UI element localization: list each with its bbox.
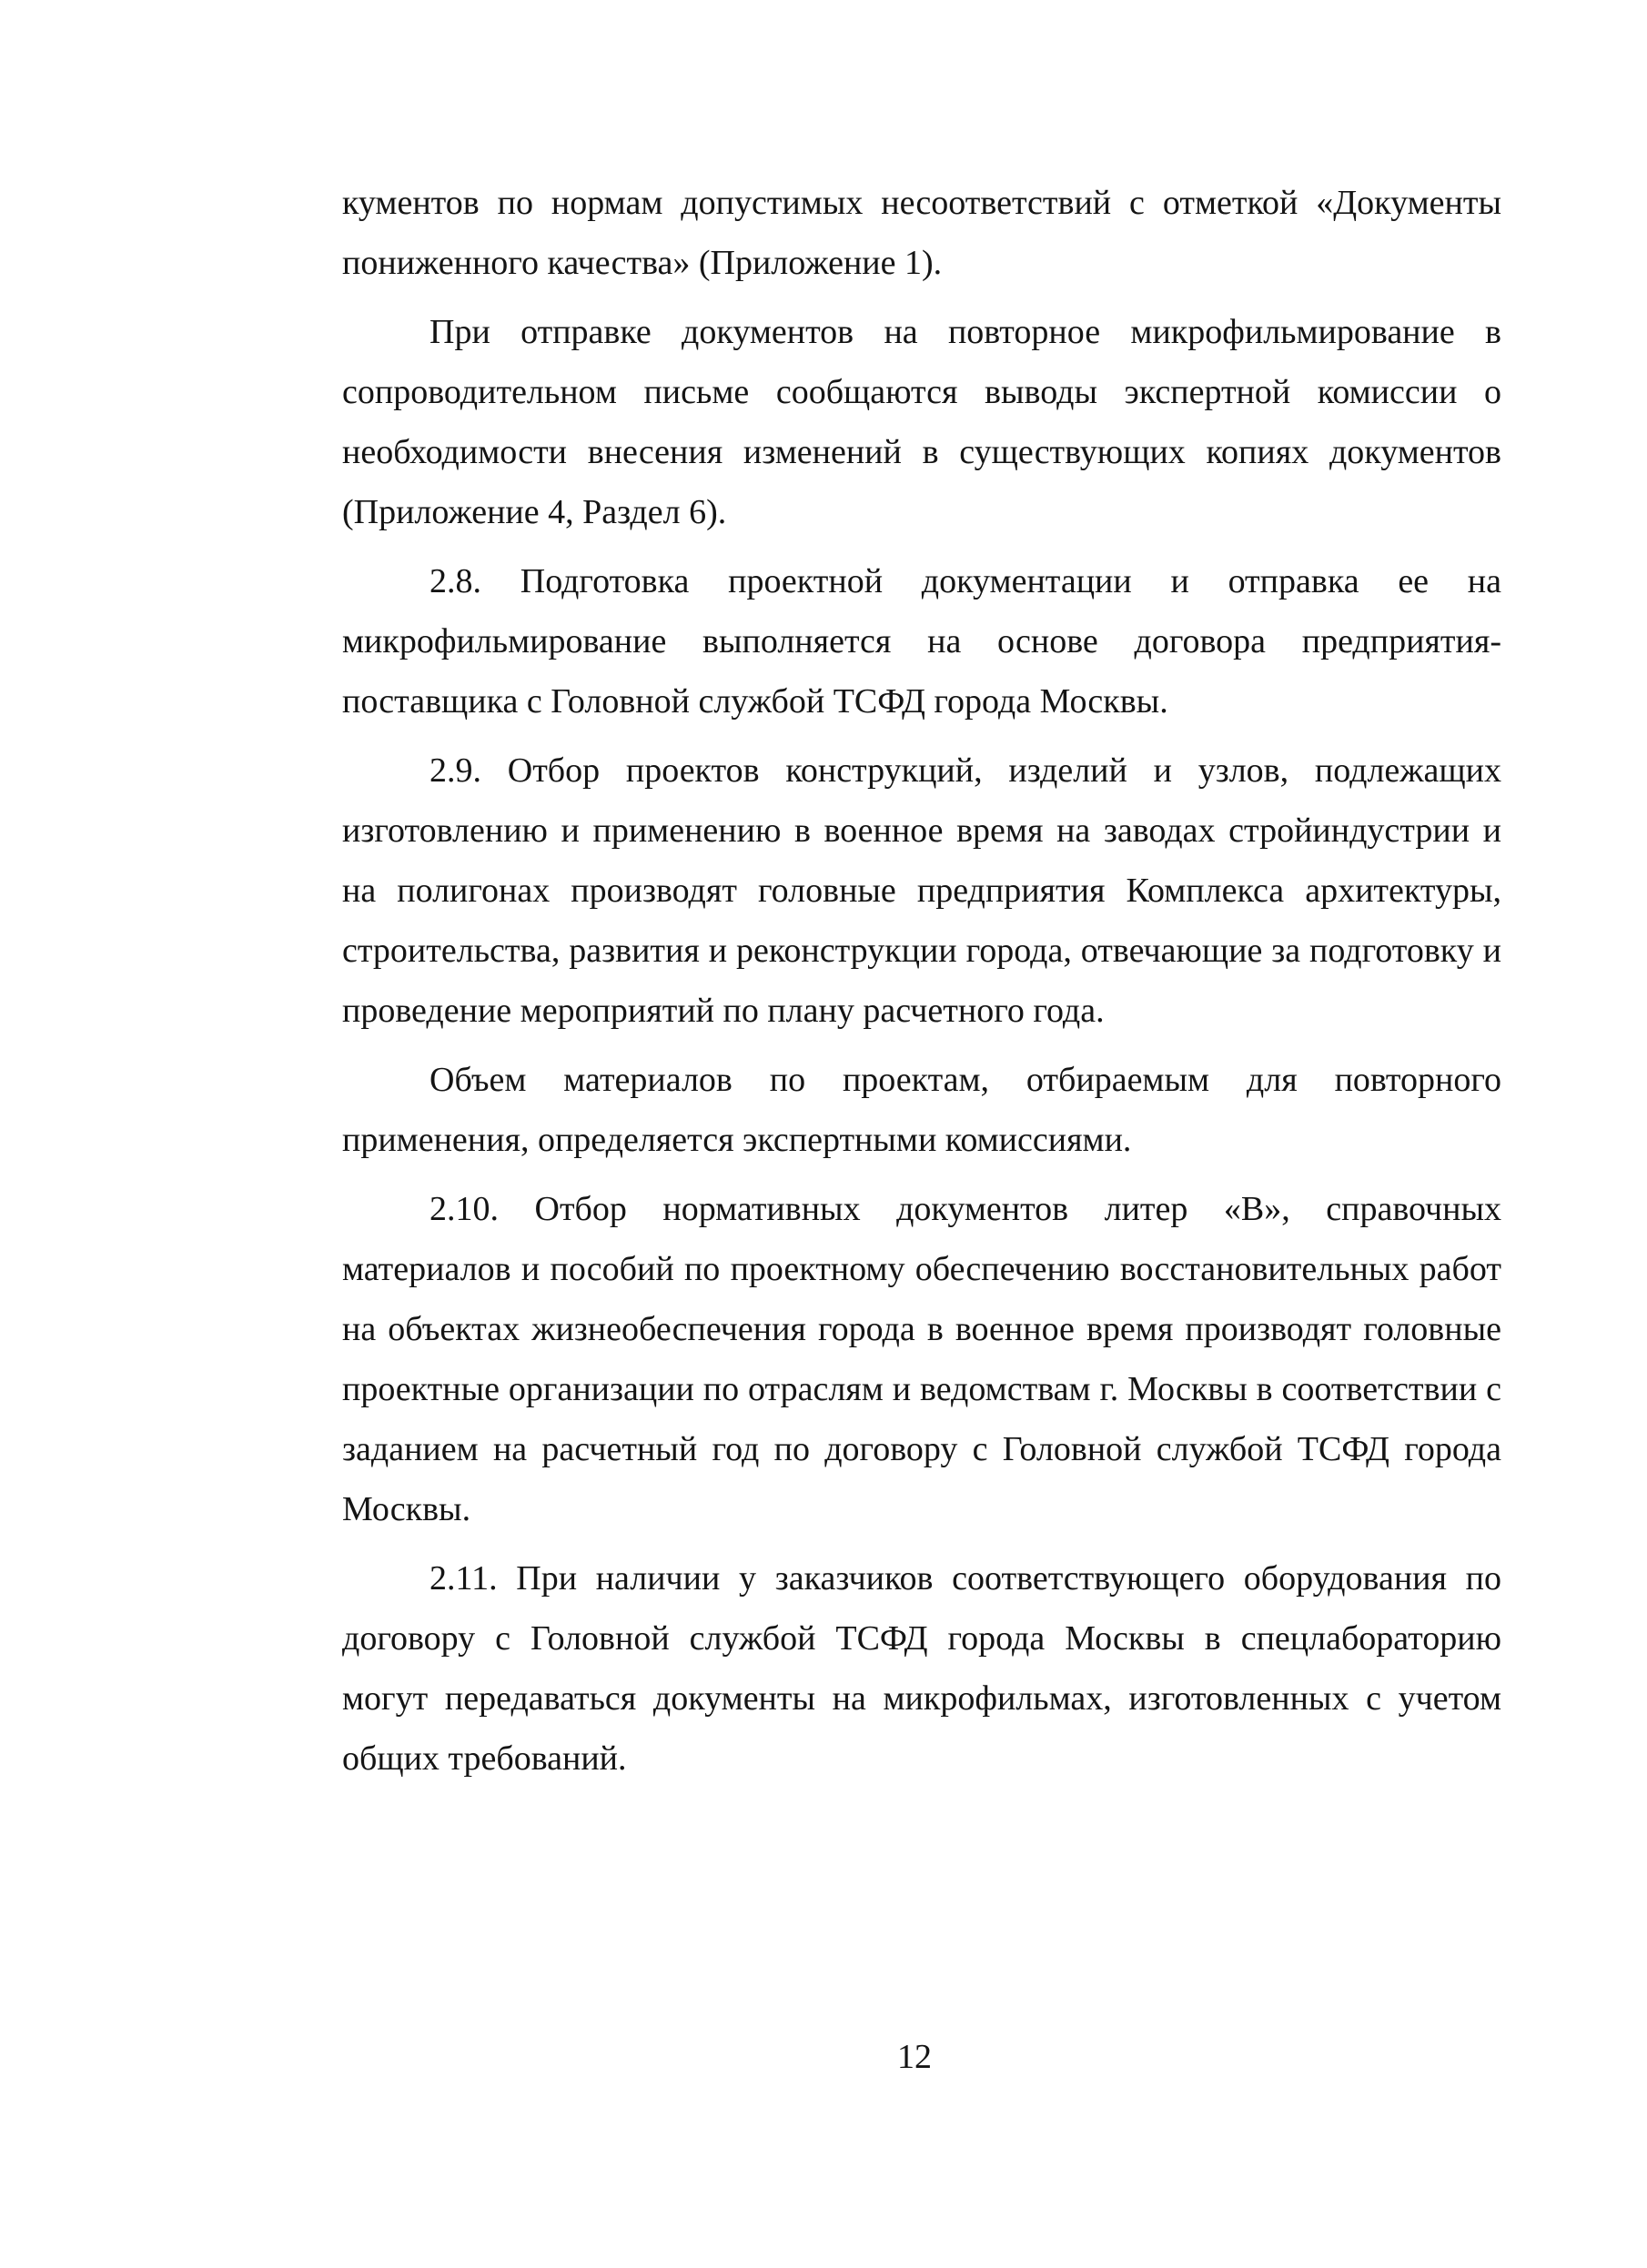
paragraph-2-8: 2.8. Подготовка проектной документации и отправка ее на микрофильмирование выполняется на основе договора предприятия-поставщика с Головной службой ТСФД города Москвы. — [342, 562, 1501, 721]
page-number: 12 — [897, 2038, 932, 2076]
paragraph-2-11: 2.11. При наличии у заказчиков соответствующего оборудования по договору с Головной службой ТСФД города Москвы в спецлабораторию могут передаваться документы на микрофильмах, изготовленных с учетом общих требований. — [342, 1559, 1501, 1778]
document-body — [342, 173, 1501, 1798]
paragraph-resend-documents: При отправке документов на повторное микрофильмирование в сопроводительном письме сообщаются выводы экспертной комиссии о необходимости внесения изменений в существующих копиях документов (Приложение 4, Раздел 6). — [342, 313, 1501, 531]
paragraph-materials-volume: Объем материалов по проектам, отбираемым для повторного применения, определяется экспертными комиссиями. — [342, 1061, 1501, 1159]
paragraph-2-10: 2.10. Отбор нормативных документов литер «В», справочных материалов и пособий по проектному обеспечению восстановительных работ на объектах жизнеобеспечения города в военное время производят головные проектные организации по отраслям и ведомствам г. Москвы в соответствии с заданием на расчетный год по договору с Головной службой ТСФД города Москвы. — [342, 1190, 1501, 1528]
paragraph-2-9: 2.9. Отбор проектов конструкций, изделий и узлов, подлежащих изготовлению и применению в военное время на заводах стройиндустрии и на полигонах производят головные предприятия Комплекса архитектуры, строительства, развития и реконструкции города, отвечающие за подготовку и проведение мероприятий по плану расчетного года. — [342, 751, 1501, 1030]
paragraph-continuation: кументов по нормам допустимых несоответствий с отметкой «Документы пониженного качества» (Приложение 1). — [342, 184, 1501, 282]
